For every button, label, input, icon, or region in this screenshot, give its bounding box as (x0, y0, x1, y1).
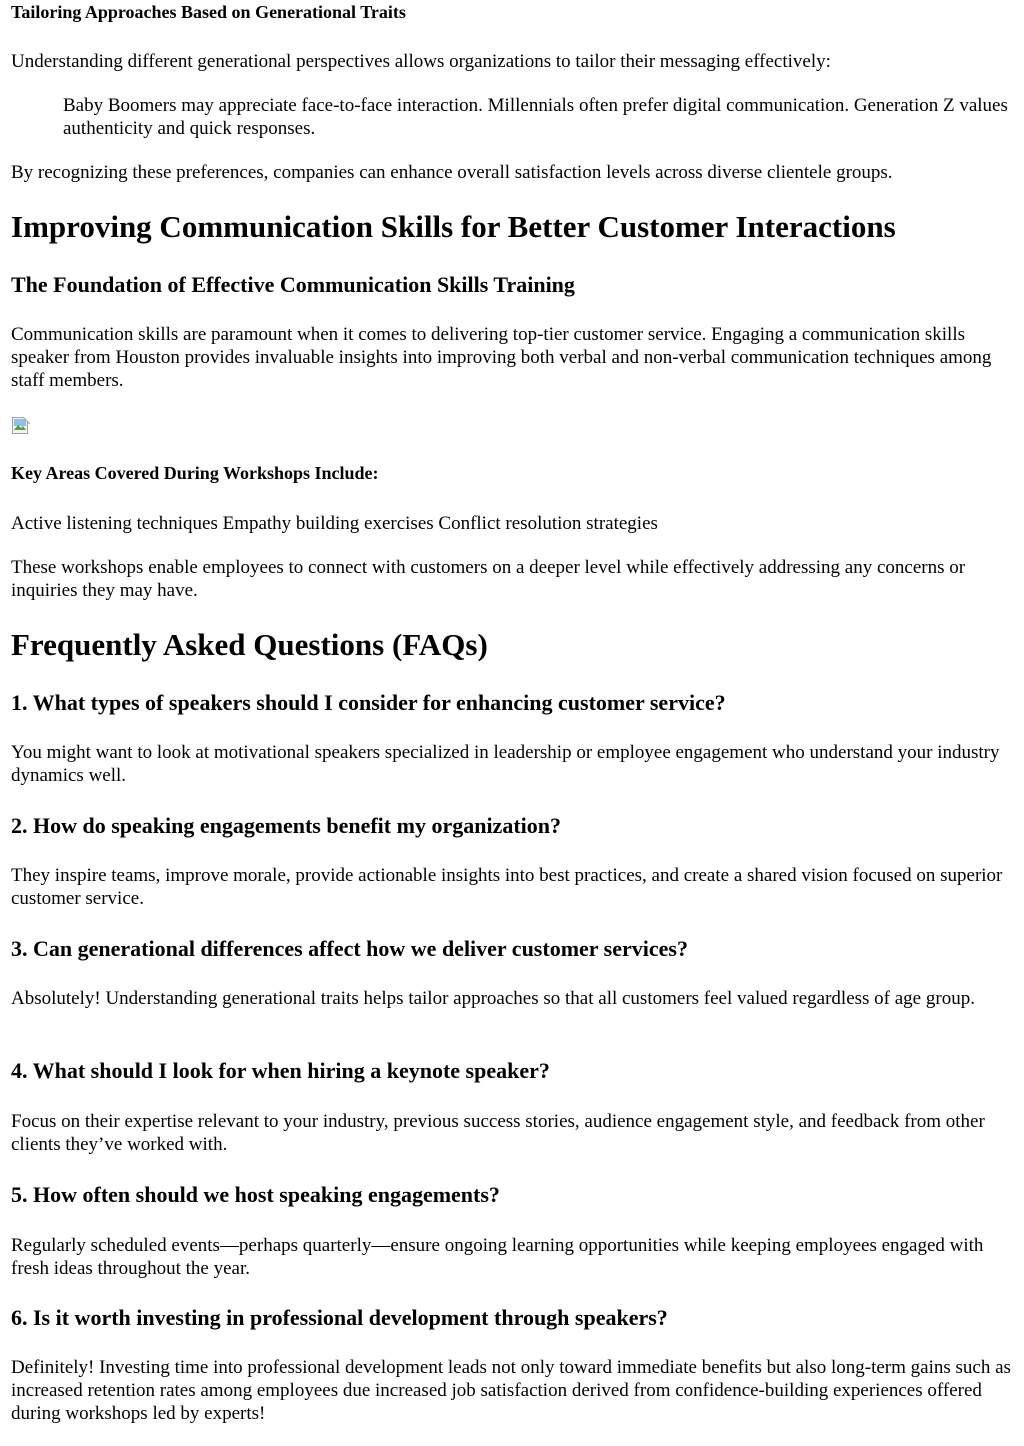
faq-answer-4: Focus on their expertise relevant to your industry, previous success stories, audience engagement style, and feedback from other clients they’ve worked with. (11, 1111, 985, 1155)
faq-question-6: 6. Is it worth investing in professional development through speakers? (11, 1305, 668, 1330)
key-areas-list: Active listening techniques Empathy building exercises Conflict resolution strategies (11, 513, 658, 534)
foundation-text: Communication skills are paramount when it comes to delivering top-tier customer service. Engaging a communication skills speaker from Houston provides invaluable insights into improving both verbal and non-verbal communication techniques among staff members. (11, 324, 992, 391)
faq-question-5: 5. How often should we host speaking engagements? (11, 1182, 500, 1207)
faq-answer-6: Definitely! Investing time into professional development leads not only toward immediate benefits but also long-term gains such as increased retention rates among employees due increased job satisfaction derived from confidence-building experiences offered during workshops led by experts! (11, 1357, 1011, 1424)
faq-question-1: 1. What types of speakers should I consider for enhancing customer service? (11, 690, 726, 715)
tailoring-heading: Tailoring Approaches Based on Generational Traits (11, 2, 406, 22)
faq-heading: Frequently Asked Questions (FAQs) (11, 627, 488, 662)
faq-answer-5: Regularly scheduled events—perhaps quarterly—ensure ongoing learning opportunities while keeping employees engaged with fresh ideas throughout the year. (11, 1235, 984, 1279)
workshops-text: These workshops enable employees to connect with customers on a deeper level while effectively addressing any concerns or inquiries they may have. (11, 557, 966, 601)
faq-question-2: 2. How do speaking engagements benefit my organization? (11, 813, 561, 838)
tailoring-outro: By recognizing these preferences, companies can enhance overall satisfaction levels across diverse clientele groups. (11, 162, 893, 183)
improving-heading: Improving Communication Skills for Better Customer Interactions (11, 209, 896, 244)
key-areas-heading: Key Areas Covered During Workshops Include: (11, 463, 379, 483)
faq-answer-2: They inspire teams, improve morale, provide actionable insights into best practices, and create a shared vision focused on superior customer service. (11, 865, 1003, 909)
tailoring-intro: Understanding different generational perspectives allows organizations to tailor their messaging effectively: (11, 51, 831, 72)
faq-answer-1: You might want to look at motivational speakers specialized in leadership or employee engagement who understand your industry dynamics well. (11, 742, 1000, 786)
faq-question-4: 4. What should I look for when hiring a keynote speaker? (11, 1058, 550, 1083)
foundation-heading: The Foundation of Effective Communication Skills Training (11, 272, 575, 297)
faq-question-3: 3. Can generational differences affect how we deliver customer services? (11, 936, 688, 961)
tailoring-quote: Baby Boomers may appreciate face-to-face interaction. Millennials often prefer digital communication. Generation Z values authenticity and quick responses. (63, 95, 1008, 139)
faq-answer-3: Absolutely! Understanding generational traits helps tailor approaches so that all customers feel valued regardless of age group. (11, 988, 975, 1009)
broken-image-icon (11, 416, 31, 436)
